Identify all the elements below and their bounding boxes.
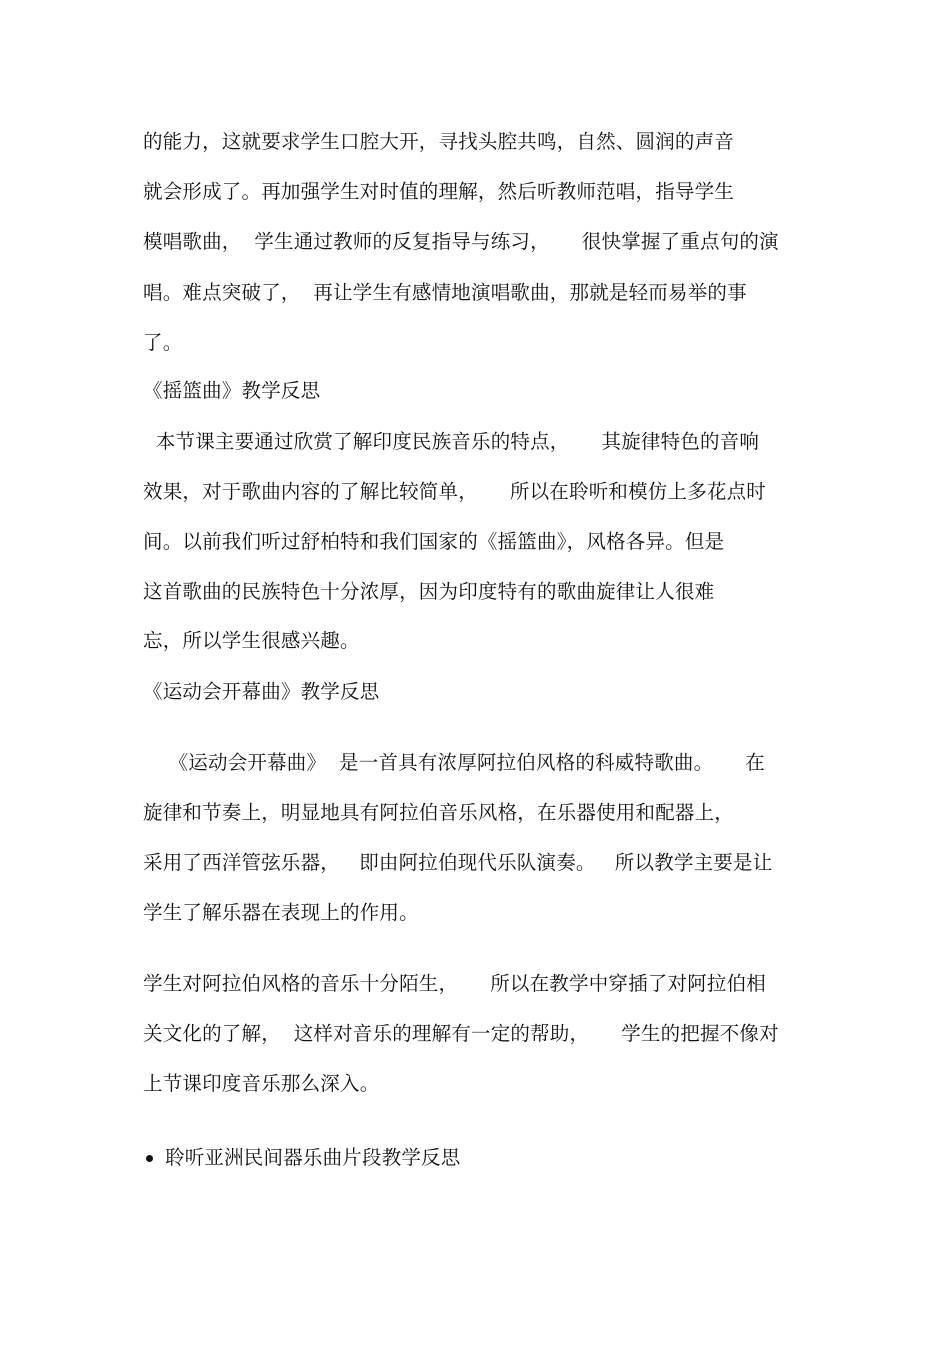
text-line: 的能力，这就要求学生口腔大开，寻找头腔共鸣，自然、圆润的声音 bbox=[143, 130, 735, 153]
text-line: 忘，所以学生很感兴趣。 bbox=[143, 629, 360, 652]
text-line: 学生了解乐器在表现上的作用。 bbox=[143, 901, 419, 924]
text-line: 了。 bbox=[143, 331, 183, 354]
section-title: 《摇篮曲》教学反思 bbox=[143, 379, 321, 402]
text-line: 本节课主要通过欣赏了解印度民族音乐的特点， 其旋律特色的音响 bbox=[143, 430, 760, 453]
text-line: 唱。难点突破了， 再让学生有感情地演唱歌曲，那就是轻而易举的事 bbox=[143, 281, 747, 304]
text-line: 效果，对于歌曲内容的了解比较简单， 所以在聆听和模仿上多花点时 bbox=[143, 480, 766, 503]
list-item: 聆听亚洲民间器乐曲片段教学反思 bbox=[165, 1146, 461, 1169]
text-line: 这首歌曲的民族特色十分浓厚，因为印度特有的歌曲旋律让人很难 bbox=[143, 580, 715, 603]
text-line: 学生对阿拉伯风格的音乐十分陌生， 所以在教学中穿插了对阿拉伯相 bbox=[143, 972, 766, 995]
text-line: 《运动会开幕曲》 是一首具有浓厚阿拉伯风格的科威特歌曲。 在 bbox=[143, 751, 765, 774]
text-line: 关文化的了解， 这样对音乐的理解有一定的帮助， 学生的把握不像对 bbox=[143, 1022, 779, 1045]
text-line: 就会形成了。再加强学生对时值的理解，然后听教师范唱，指导学生 bbox=[143, 180, 735, 203]
text-line: 采用了西洋管弦乐器， 即由阿拉伯现代乐队演奏。 所以教学主要是让 bbox=[143, 851, 773, 874]
text-line: 旋律和节奏上，明显地具有阿拉伯音乐风格，在乐器使用和配器上， bbox=[143, 801, 735, 824]
text-line: 间。以前我们听过舒柏特和我们国家的《摇篮曲》，风格各异。但是 bbox=[143, 530, 725, 553]
section-title: 《运动会开幕曲》教学反思 bbox=[143, 680, 380, 703]
bullet-icon bbox=[146, 1155, 153, 1162]
text-line: 模唱歌曲， 学生通过教师的反复指导与练习， 很快掌握了重点句的演 bbox=[143, 230, 779, 253]
text-line: 上节课印度音乐那么深入。 bbox=[143, 1072, 380, 1095]
